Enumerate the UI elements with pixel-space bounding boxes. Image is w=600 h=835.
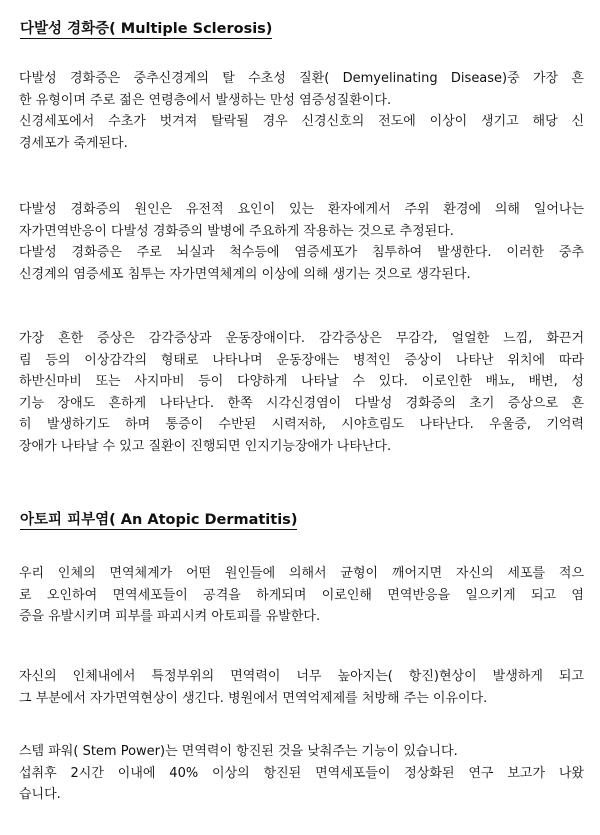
text-line: 림 등의 이상감각의 형태로 나타나며 운동장애는 병적인 증상이 나타난 위치에 따라 [19,352,584,368]
paragraph-ms-symptoms [19,328,584,457]
text-line: 경세포가 죽게된다. [19,135,128,151]
text-line: 로 오인하여 면역세포들이 공격을 하게되며 이로인해 면역반응을 일으키게 되고 염 [19,587,584,603]
paragraph-stem-power [19,741,584,806]
section-heading-text: 다발성 경화증( Multiple Sclerosis) [20,21,273,37]
section-heading-atopic-dermatitis [20,509,297,531]
text-line: 히 발생하기도 하며 통증이 수반된 시력저하, 시야흐림도 나타난다. 우울증, 기억력 [19,417,584,432]
paragraph-ad-mechanism [19,563,584,628]
text-line: 자신의 인체내에서 특정부위의 면역력이 너무 높아지는( 항진)현상이 발생하게 되고 [19,669,584,684]
section-heading-multiple-sclerosis [20,18,272,40]
text-line: 신경세포에서 수초가 벗겨져 탈락될 경우 신경신호의 전도에 이상이 생기고 해당 신 [19,114,584,129]
paragraph-ad-immune [19,666,584,709]
text-line: 기능 장애도 흔하게 나타난다. 한쪽 시각신경염이 다발성 경화증의 초기 증상으로 흔 [19,395,584,411]
section-heading-text: 아토피 피부염( An Atopic Dermatitis) [20,512,298,528]
text-line: 다발성 경화증의 원인은 유전적 요인이 있는 환자에게서 주위 환경에 의해 일어나는 [19,202,584,217]
text-line: 한 유형이며 주로 젊은 연령층에서 발생하는 만성 염증성질환이다. [19,92,392,108]
text-line: 장애가 나타날 수 있고 질환이 진행되면 인지기능장애가 나타난다. [19,438,392,454]
text-line: 그 부분에서 자가면역현상이 생긴다. 병원에서 면역억제제를 처방해 주는 이유이다. [19,690,488,706]
text-line: 다발성 경화증은 중추신경계의 탈 수초성 질환( Demyelinating Disease)중 가장 흔 [19,71,584,86]
text-line: 습니다. [19,787,61,802]
paragraph-ms-cause [19,199,584,285]
text-line: 우리 인체의 면역체계가 어떤 원인들에 의해서 균형이 깨어지면 자신의 세포를 적으 [19,566,584,581]
text-line: 자가면역반응이 다발성 경화증의 발병에 주요하게 작용하는 것으로 추정된다. [19,223,454,239]
text-line: 신경계의 염증세포 침투는 자가면역체계의 이상에 의해 생기는 것으로 생각된다. [19,266,471,282]
text-line: 다발성 경화증은 주로 뇌실과 척수등에 염증세포가 침투하여 발생한다. 이러한 중추 [19,245,584,260]
text-line: 하반신마비 또는 사지마비 등이 다양하게 나타날 수 있다. 이로인한 배뇨, 배변, 성 [19,374,584,389]
paragraph-ms-definition [19,68,584,154]
text-line: 스템 파워( Stem Power)는 면역력이 항진된 것을 낮춰주는 기능이 있습니다. [19,744,458,759]
text-line: 섭취후 2시간 이내에 40% 이상의 항진된 면역세포들이 정상화된 연구 보고가 나왔 [19,765,584,781]
text-line: 증을 유발시키며 피부를 파괴시켜 아토피를 유발한다. [19,609,321,624]
text-line: 가장 흔한 증상은 감각증상과 운동장애이다. 감각증상은 무감각, 얼얼한 느낌, 화끈거 [19,331,584,346]
